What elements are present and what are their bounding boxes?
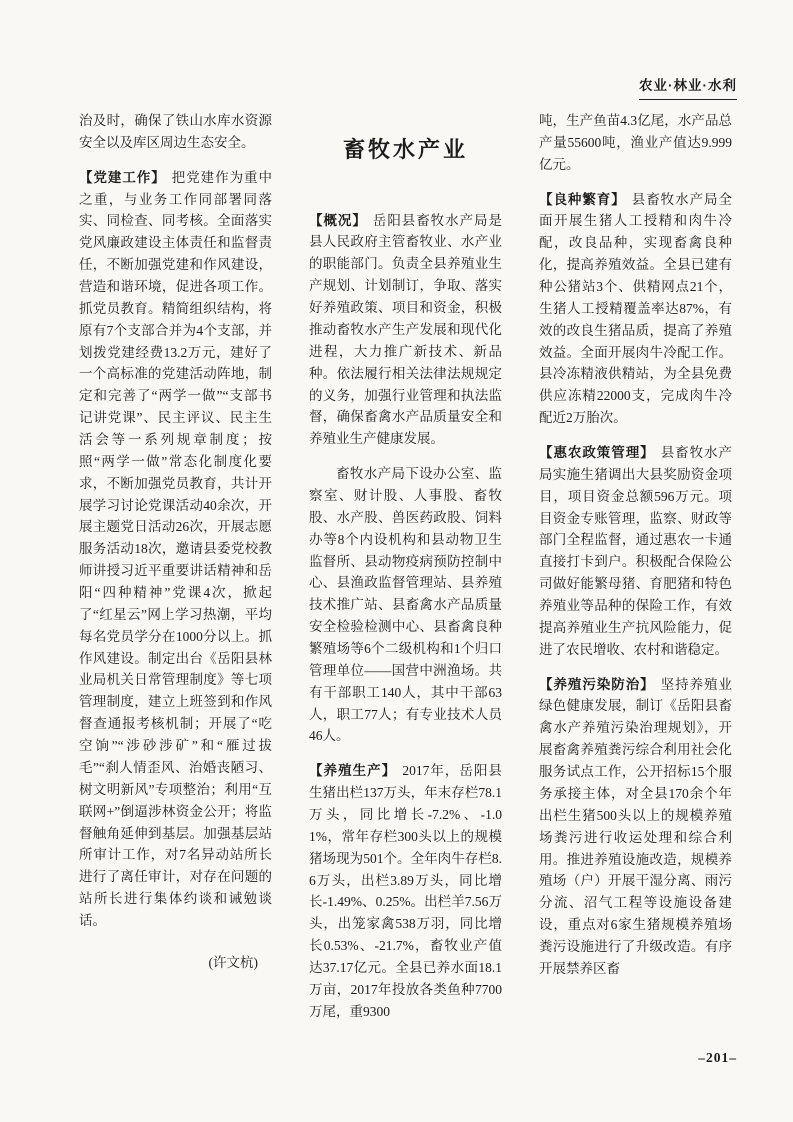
page-number: –201– bbox=[698, 1050, 737, 1065]
paragraph-continuation-fishery: 吨，生产鱼苗4.3亿尾，水产品总产量55600吨，渔业产值达9.999亿元。 bbox=[539, 113, 732, 172]
entry-pollution-control bbox=[539, 674, 732, 980]
entry-text-overview: 岳阳县畜牧水产局是县人民政府主管畜牧业、水产业的职能部门。负责全县养殖业生产规划、计划制订，争取、落实好养殖政策、项目和资金，积极推动畜牧水产生产发展和现代化进程，大力推广新技术、新品种。依法履行相关法律法规规定的义务，加强行业管理和执法监督，确保畜禽水产品质量安全和养殖业生产健康发展。 bbox=[309, 212, 502, 447]
author-attribution: (许文杭) bbox=[208, 954, 258, 970]
column-3 bbox=[539, 110, 732, 1023]
paragraph-organization: 畜牧水产局下设办公室、监察室、财计股、人事股、畜牧股、水产股、兽医药政股、饲料办等8个内设机构和县动物卫生监督所、县动物疫病预防控制中心、县渔政监督管理站、县养殖技术推广站、县畜禽水产品质量安全检验检测中心、县畜禽良种繁殖场等6个二级机构和1个归口管理单位——国营中洲渔场。共有干部职工140人，其中干部63人，职工77人；有专业技术人员46人。 bbox=[309, 466, 502, 744]
column-1 bbox=[79, 110, 272, 1023]
section-header: 农业·林业·水利 bbox=[639, 74, 737, 100]
entry-policy-management bbox=[539, 442, 732, 661]
entry-text-policy-management: 县畜牧水产局实施生猪调出大县奖励资金项目，项目资金总额596万元。项目资金专账管理，监察、财政等部门全程监督，通过惠农一卡通直接打卡到户。积极配合保险公司做好能繁母猪、育肥猪和特色养殖业等品种的保险工作，有效提高养殖业生产抗风险能力，促进了农民增收、农村和谐稳定。 bbox=[539, 445, 732, 657]
entry-party-building bbox=[79, 167, 272, 932]
entry-improved-breeds bbox=[539, 189, 732, 429]
entry-label-improved-breeds: 【良种繁育】 bbox=[539, 191, 626, 207]
entry-label-party-building: 【党建工作】 bbox=[79, 169, 166, 185]
entry-text-improved-breeds: 县畜牧水产局全面开展生猪人工授精和肉牛冷配，改良品种，实现畜禽良种化，提高养殖效益。全县已建有种公猪站3个、供精网点21个，生猪人工授精覆盖率达87%，有效的改良生猪品质，提高了养殖效益。全面开展肉牛冷配工作。县冷冻精液供精站，为全县免费供应冻精22000支，完成肉牛冷配近2万胎次。 bbox=[539, 191, 732, 426]
paragraph-continuation: 治及时，确保了铁山水库水资源安全以及库区周边生态安全。 bbox=[79, 113, 272, 150]
entry-label-pollution-control: 【养殖污染防治】 bbox=[539, 676, 655, 692]
entry-text-pollution-control: 坚持养殖业绿色健康发展，制订《岳阳县畜禽水产养殖污染治理规划》，开展畜禽养殖粪污综合利用社会化服务试点工作，公开招标15个服务承接主体，对全县170余个年出栏生猪500头以上的规模养殖场粪污进行收运处理和综合利用。推进养殖设施改造，规模养殖场（户）开展干湿分离、雨污分流、沼气工程等设施设备建设，重点对6家生猪规模养殖场粪污设施进行了升级改造。有序开展禁养区畜 bbox=[539, 676, 732, 976]
entry-breeding-production bbox=[309, 760, 502, 1022]
running-head bbox=[639, 74, 737, 100]
page-content bbox=[79, 110, 732, 1023]
entry-text-breeding-production: 2017年，岳阳县生猪出栏137万头，年末存栏78.1万头，同比增长-7.2%、-1.01%，常年存栏300头以上的规模猪场现为501个。全年肉牛存栏8.6万头，出栏3.89万头，同比增长-1.49%、0.25%。出栏羊7.56万头，出笼家禽538万羽，同比增长0.53%、-21.7%，畜牧业产值达37.17亿元。全县已养水面18.1万亩，2017年投放各类鱼种7700万尾，重9300 bbox=[309, 763, 503, 1019]
entry-label-overview: 【概况】 bbox=[309, 212, 367, 228]
entry-label-breeding-production: 【养殖生产】 bbox=[309, 763, 397, 779]
entry-overview bbox=[309, 210, 502, 450]
entry-text-party-building: 把党建作为重中之重，与业务工作同部署同落实、同检查、同考核。全面落实党风廉政建设主体责任和监督责任，不断加强党建和作风建设，营造和谐环境，促进各项工作。抓党员教育。精简组织结构，将原有7个支部合并为4个支部，并划拨党建经费13.2万元，建好了一个高标准的党建活动阵地，制定和完善了“两学一做”“支部书记讲党课”、民主评议、民主生活会等一系列规章制度；按照“两学一做”常态化制度化要求，不断加强党员教育，共计开展学习讨论党课活动40余次，开展主题党日活动26次，开展志愿服务活动18次，邀请县委党校教师讲授习近平重要讲话精神和岳阳“四种精神”党课4次，掀起了“红星云”网上学习热潮，平均每名党员学分在1000分以上。抓作风建设。制定出台《岳阳县林业局机关日常管理制度》等七项管理制度，建立上班签到和作风督查通报考核机制；开展了“吃空饷”“涉砂涉矿”和“雁过拔毛”“刹人情歪风、治婚丧陋习、树文明新风”专项整治；利用“互联网+”倒逼涉林资金公开；将监督触角延伸到基层。加强基层站所审计工作，对7名异动站所长进行了离任审计，对存在问题的站所长进行集体约谈和诫勉谈话。 bbox=[79, 169, 272, 928]
column-2 bbox=[309, 110, 502, 1023]
entry-label-policy-management: 【惠农政策管理】 bbox=[539, 445, 655, 461]
article-title: 畜牧水产业 bbox=[342, 137, 468, 162]
